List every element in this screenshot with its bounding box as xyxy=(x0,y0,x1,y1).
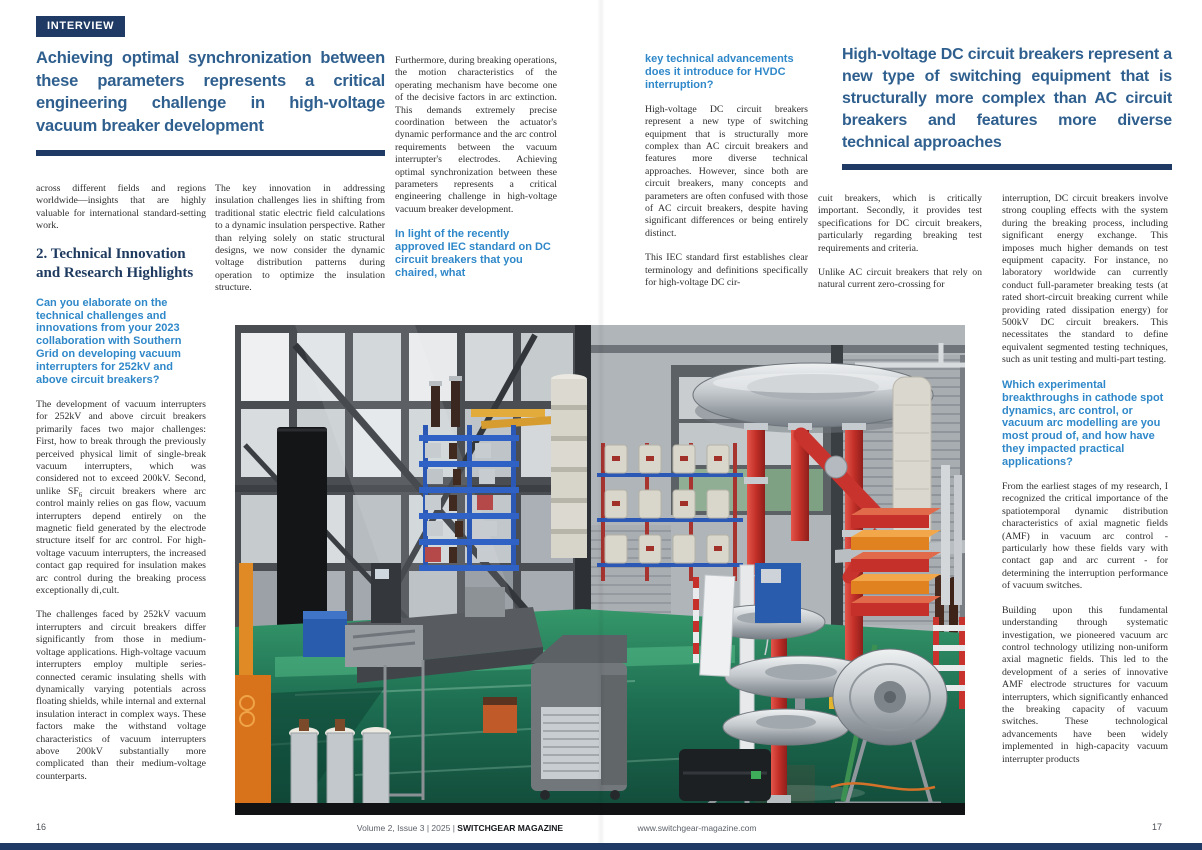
interview-question: key technical advancements does it introduce for HVDC interruption? xyxy=(645,53,794,91)
column-1 xyxy=(36,183,206,795)
bottom-bar xyxy=(0,843,1202,850)
interview-question: Can you elaborate on the technical challenges and innovations from your 2023 collaboration with Southern Grid on developing vacuum interrupters for 252kV and above circuit breakers? xyxy=(36,296,182,387)
page-number-left: 16 xyxy=(36,822,47,832)
body-paragraph: This IEC standard first establishes clear terminology and definitions specifically for high-voltage DC cir- xyxy=(645,252,808,288)
sf6-subscript: 6 xyxy=(78,490,83,499)
section-heading: 2. Technical Innovation and Research Highlights xyxy=(36,245,194,282)
left-headline-rule xyxy=(36,150,385,156)
column-5 xyxy=(818,193,982,304)
interview-question: In light of the recently approved IEC standard on DC circuit breakers that you chaired, what xyxy=(395,228,551,279)
body-paragraph: cuit breakers, which is critically important. Secondly, it provides test specifications for DC circuit breakers, particularly regarding breaking test requirements and criteria. xyxy=(818,193,982,254)
body-paragraph: Unlike AC circuit breakers that rely on natural current zero-crossing for xyxy=(818,267,982,291)
page-gutter xyxy=(597,0,605,843)
interview-question: Which experimental breakthroughs in cathode spot dynamics, arc control, or vacuum arc modelling are you most proud of, and how have they impacted practical applications? xyxy=(1002,378,1164,469)
ceramic-stack-tall xyxy=(551,374,587,558)
body-paragraph: High-voltage DC circuit breakers represent a new type of switching equipment that is structurally more complex than AC circuit breakers and features more diverse technical approaches. However, since both are circuit breakers, many concepts and parameters are often confused with those of AC circuit breakers, despite having significant differences or being entirely distinct. xyxy=(645,103,808,239)
body-paragraph: The challenges faced by 252kV vacuum interrupters and circuit breakers differ significantly from those in medium-voltage applications. High-voltage vacuum interrupters employ multiple series-connected ceramic insulating shells with dynamically varying potentials across floating shields, while internal and external insulation interact in complex ways. These factors make the withstand voltage characteristics of vacuum interrupters above 200kV substantially more complicated than their medium-voltage counterparts. xyxy=(36,609,206,782)
right-headline-rule xyxy=(842,164,1172,170)
body-paragraph: Furthermore, during breaking operations, the motion characteristics of the operating mechanism have become one of the decisive factors in arc extinction. This demands extremely precise coordination between the actuator's dynamic performance and the arc control requirements between the vacuum interrupter's electrodes. Achieving optimal synchronization between these parameters represents a critical engineering challenge in high-voltage vacuum breaker development. xyxy=(395,55,557,215)
paragraph-text: The development of vacuum interrupters for 252kV and above circuit breakers primarily faces two major challenges: First, how to break through the previously perceived physical limit of single-break vacuum interrupters, which was considered not to exceed 200kV. Second, unlike SF xyxy=(36,398,206,497)
column-4 xyxy=(645,53,808,301)
body-paragraph: The key innovation in addressing insulation challenges lies in shifting from traditional static electric field calculations to a dynamic insulation perspective. Rather than relying solely on static structural designs, we now consider the dynamic voltage distribution patterns during operation to optimize the insulation structure. xyxy=(215,183,385,294)
body-paragraph xyxy=(36,399,206,598)
column-2 xyxy=(215,183,385,307)
column-3 xyxy=(395,55,557,292)
left-headline: Achieving optimal synchronization between these parameters represents a critical engineering challenge in high-voltage vacuum breaker development xyxy=(36,49,385,135)
right-headline: High-voltage DC circuit breakers represent a new type of switching equipment that is structurally more complex than AC circuit breakers and features more diverse technical approaches xyxy=(842,46,1172,151)
body-paragraph: From the earliest stages of my research, I recognized the critical importance of the spatiotemporal dynamic distribution characteristics of axial magnetic fields (AMF) in vacuum arc control - particularly how these fields vary with contact gap and arc current - for determining the interruption performance of vacuum switches. xyxy=(1002,481,1168,592)
issue-text: Volume 2, Issue 3 | 2025 | xyxy=(356,823,455,833)
footer-issue-info xyxy=(300,823,620,833)
column-6 xyxy=(1002,193,1168,778)
page-number-right: 17 xyxy=(1152,822,1163,832)
interview-badge: INTERVIEW xyxy=(36,16,125,37)
footer-website: www.switchgear-magazine.com xyxy=(637,823,757,833)
paragraph-text: circuit breakers where arc control mainly relies on gas flow, vacuum interrupters depend entirely on the magnetic field generated by the electrode structure itself for arc control. For high-voltage vacuum interrupters, the increased contact gap required for insulation makes arc control during the breaking process exceptionally di‚cult. xyxy=(36,485,206,597)
magazine-name: SWITCHGEAR MAGAZINE xyxy=(457,823,564,833)
body-paragraph: interruption, DC circuit breakers involve strong coupling effects with the system during the breaking process, including significant energy exchange. This imposes much higher demands on test equipment capacity. For instance, no laboratory worldwide can currently conduct full-parameter breaking tests (at rated short-circuit breaking current while providing rated dissipation energy) for 500kV DC circuit breakers. This necessitates the standard to define equivalent segmented testing techniques, such as unit testing and multi-part testing. xyxy=(1002,193,1168,366)
body-paragraph: across different fields and regions worldwide—insights that are highly valuable for international standard-setting work. xyxy=(36,183,206,232)
body-paragraph: Building upon this fundamental understanding through systematic investigation, we pioneered vacuum arc control technology utilizing non-uniform axial magnetic fields. This led to the development of a series of innovative AMF electrode structures for vacuum interrupters, which significantly enhanced the breaking capacity of vacuum switches. These technological advancements have been widely implemented in high-capacity vacuum interrupter products xyxy=(1002,604,1168,765)
